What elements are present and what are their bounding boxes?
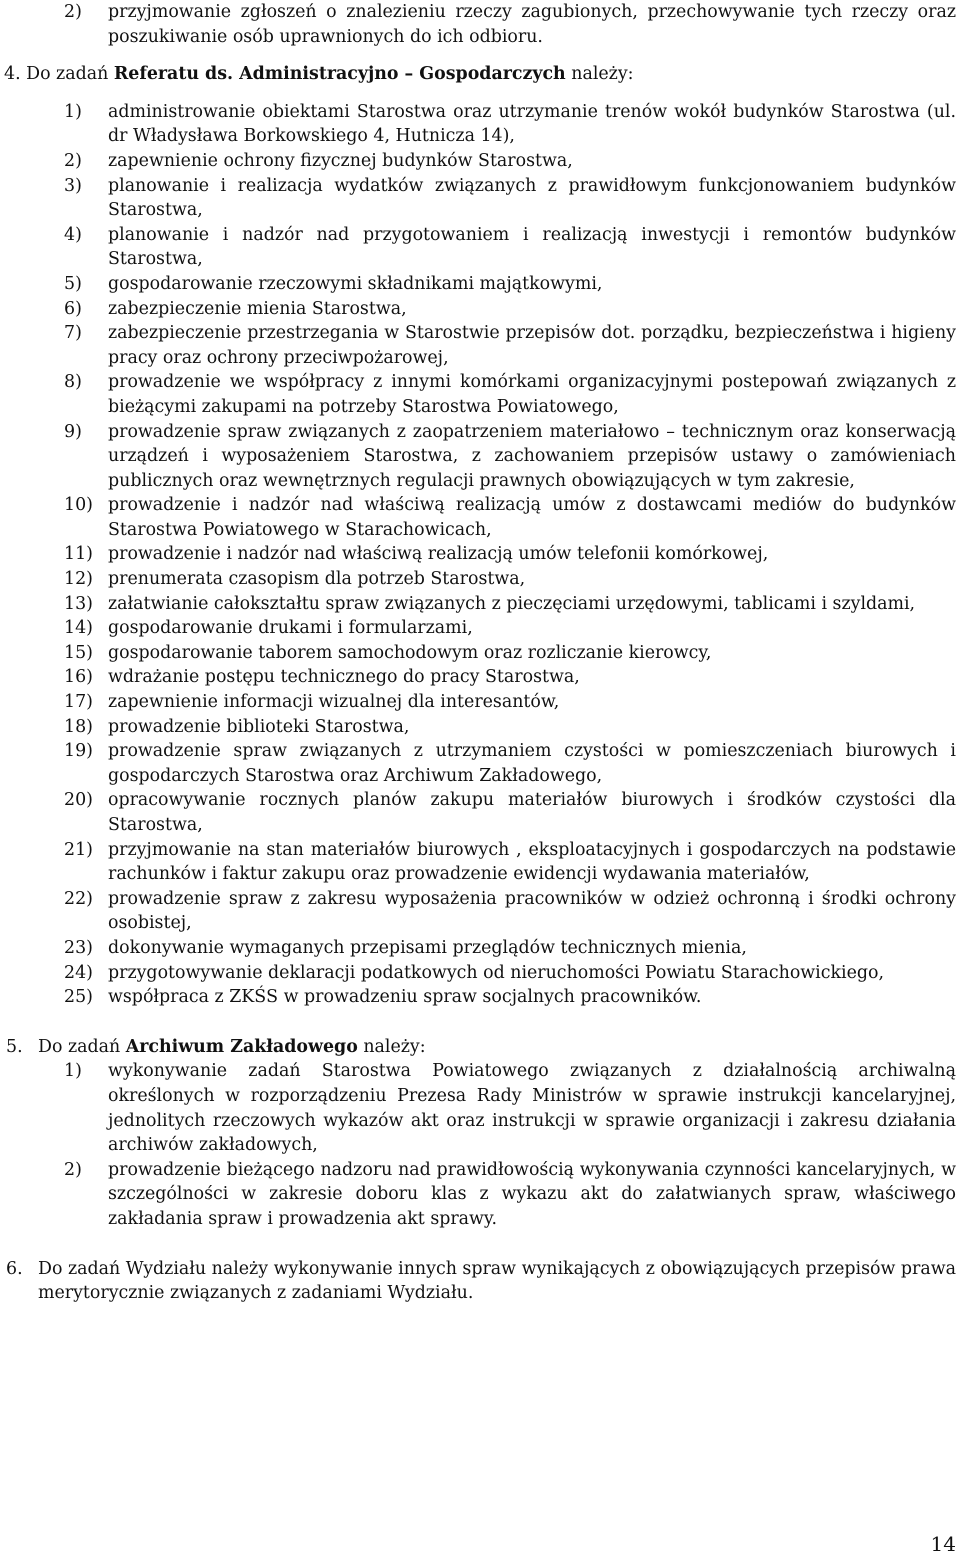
list-item [0, 223, 960, 272]
list-item [0, 1059, 960, 1157]
list-item-number: 1) [64, 101, 82, 122]
list-item-number: 24) [64, 962, 93, 983]
section-4-heading [0, 62, 960, 87]
list-item-number: 4) [64, 224, 82, 245]
list-item [0, 788, 960, 837]
list-item [0, 592, 960, 617]
list-item-number: 2) [64, 150, 82, 171]
section-5-unit-name: Archiwum Zakładowego [125, 1036, 358, 1057]
section-5-number: 5. [6, 1036, 23, 1057]
section-4-prefix: 4. Do zadań [4, 64, 114, 85]
list-item [0, 936, 960, 961]
list-item-number: 21) [64, 839, 93, 860]
list-item-text: załatwianie całokształtu spraw związanych z pieczęciami urzędowymi, tablicami i szyldami, [108, 593, 916, 614]
list-item-number: 9) [64, 421, 82, 442]
list-item-text: prowadzenie biblioteki Starostwa, [108, 716, 410, 737]
list-item [0, 641, 960, 666]
list-item [0, 690, 960, 715]
section-4-list [0, 100, 960, 1010]
list-item-text: administrowanie obiektami Starostwa oraz utrzymanie trenów wokół budynków Starostwa (ul. dr Władysława Borkowskiego 4, Hutnicza 14), [108, 101, 956, 147]
list-item-text: wykonywanie zadań Starostwa Powiatowego związanych z działalnością archiwalną określonych w rozporządzeniu Prezesa Rady Ministrów w sprawie instrukcji kancelaryjnej, jednolitych rzeczowych wykazów akt oraz instrukcji w sprawie organizacji i zakresu działania archiwów zakładowych, [108, 1061, 956, 1156]
list-item [0, 0, 960, 49]
list-item-number: 22) [64, 888, 93, 909]
list-item-number: 7) [64, 323, 82, 344]
list-item-text: prowadzenie spraw związanych z utrzymaniem czystości w pomieszczeniach biurowych i gospodarczych Starostwa oraz Archiwum Zakładowego, [108, 741, 956, 786]
list-item-text: współpraca z ZKŚS w prowadzeniu spraw socjalnych pracowników. [108, 987, 702, 1008]
list-item-number: 17) [64, 692, 93, 713]
list-item-text: zapewnienie ochrony fizycznej budynków Starostwa, [108, 150, 573, 171]
list-item [0, 542, 960, 567]
list-item-text: prowadzenie i nadzór nad właściwą realizacją umów z dostawcami mediów do budynków Starostwa Powiatowego w Starachowicach, [108, 495, 956, 540]
page-number: 14 [930, 1532, 956, 1556]
list-item [0, 665, 960, 690]
list-item [0, 838, 960, 887]
list-item-text: zabezpieczenie mienia Starostwa, [108, 298, 407, 319]
list-item-number: 1) [64, 1061, 82, 1082]
list-item-text: prenumerata czasopism dla potrzeb Starostwa, [108, 569, 526, 590]
list-item-number: 11) [64, 544, 93, 565]
list-item-number: 2) [64, 2, 82, 22]
list-item-number: 19) [64, 741, 93, 762]
list-item-number: 13) [64, 593, 93, 614]
list-item-number: 14) [64, 618, 93, 639]
list-item [0, 297, 960, 322]
list-item-text: gospodarowanie drukami i formularzami, [108, 618, 473, 639]
list-item-number: 10) [64, 495, 93, 516]
list-item [0, 616, 960, 641]
list-item-text: planowanie i realizacja wydatków związanych z prawidłowym funkcjonowaniem budynków Starostwa, [108, 175, 956, 221]
section-6-number: 6. [6, 1258, 23, 1279]
list-item [0, 370, 960, 419]
list-item-number: 2) [64, 1159, 82, 1180]
list-item-number: 16) [64, 667, 93, 688]
list-item-text: prowadzenie i nadzór nad właściwą realizacją umów telefonii komórkowej, [108, 544, 769, 565]
list-item-text: planowanie i nadzór nad przygotowaniem i realizacją inwestycji i remontów budynków Starostwa, [108, 224, 956, 270]
list-item [0, 961, 960, 986]
list-item-text: prowadzenie bieżącego nadzoru nad prawidłowością wykonywania czynności kancelaryjnych, w szczególności w zakresie doboru klas z wykazu akt do załatwianych spraw, właściwego zakładania spraw i prowadzenia akt sprawy. [108, 1159, 956, 1229]
list-item-number: 3) [64, 175, 82, 196]
list-item-text: zapewnienie informacji wizualnej dla interesantów, [108, 692, 560, 713]
list-item [0, 985, 960, 1010]
list-item [0, 420, 960, 494]
list-item-text: przyjmowanie zgłoszeń o znalezieniu rzeczy zagubionych, przechowywanie tych rzeczy oraz poszukiwanie osób uprawnionych do ich odbioru. [108, 2, 956, 47]
list-item-text: przyjmowanie na stan materiałów biurowych , eksploatacyjnych i gospodarczych na podstawie rachunków i faktur zakupu oraz prowadzenie ewidencji wydawania materiałów, [108, 839, 956, 885]
list-item-number: 6) [64, 298, 82, 319]
list-item [0, 1158, 960, 1232]
section-6-paragraph [0, 1257, 960, 1306]
list-item [0, 174, 960, 223]
list-item-text: opracowywanie rocznych planów zakupu materiałów biurowych i środków czystości dla Starostwa, [108, 790, 956, 835]
list-item-number: 12) [64, 569, 93, 590]
list-item-text: prowadzenie spraw związanych z zaopatrzeniem materiałowo – technicznym oraz konserwacją urządzeń i wyposażeniem Starostwa, z zachowaniem przepisów ustawy o zamówieniach publicznych oraz wewnętrznych regulacji prawnych obowiązujących w tym zakresie, [108, 421, 956, 491]
list-item [0, 321, 960, 370]
section-6-text: Do zadań Wydziału należy wykonywanie innych spraw wynikających z obowiązujących przepisów prawa merytorycznie związanych z zadaniami Wydziału. [38, 1258, 956, 1304]
list-item-number: 15) [64, 642, 93, 663]
list-item-number: 20) [64, 790, 93, 811]
section-5-suffix: należy: [357, 1036, 426, 1057]
list-item-text: gospodarowanie taborem samochodowym oraz rozliczanie kierowcy, [108, 642, 712, 663]
list-item [0, 272, 960, 297]
list-item [0, 739, 960, 788]
section-5-prefix: Do zadań [38, 1036, 126, 1057]
list-item-number: 8) [64, 372, 82, 393]
section-5-heading [0, 1035, 960, 1060]
list-item-text: zabezpieczenie przestrzegania w Starostwie przepisów dot. porządku, bezpieczeństwa i higieny pracy oraz ochrony przeciwpożarowej, [108, 323, 956, 368]
list-item-text: prowadzenie we współpracy z innymi komórkami organizacyjnymi postepowań związanych z bieżącymi zakupami na potrzeby Starostwa Powiatowego, [108, 372, 956, 417]
list-item-text: przygotowywanie deklaracji podatkowych od nieruchomości Powiatu Starachowickiego, [108, 962, 885, 983]
list-item-text: gospodarowanie rzeczowymi składnikami majątkowymi, [108, 273, 603, 294]
list-item-number: 23) [64, 937, 93, 958]
list-item-number: 25) [64, 987, 93, 1008]
section-5-list [0, 1059, 960, 1231]
list-item [0, 887, 960, 936]
list-item-text: wdrażanie postępu technicznego do pracy Starostwa, [108, 667, 580, 688]
list-item-text: prowadzenie spraw z zakresu wyposażenia pracowników w odzież ochronną i środki ochrony osobistej, [108, 888, 956, 934]
list-item [0, 100, 960, 149]
list-item [0, 493, 960, 542]
list-item-text: dokonywanie wymaganych przepisami przeglądów technicznych mienia, [108, 937, 747, 958]
list-item-number: 5) [64, 273, 82, 294]
section-4-unit-name: Referatu ds. Administracyjno – Gospodarczych [113, 64, 566, 85]
list-item [0, 715, 960, 740]
list-item [0, 567, 960, 592]
section-4-suffix: należy: [565, 64, 634, 85]
list-item [0, 149, 960, 174]
list-item-number: 18) [64, 716, 93, 737]
